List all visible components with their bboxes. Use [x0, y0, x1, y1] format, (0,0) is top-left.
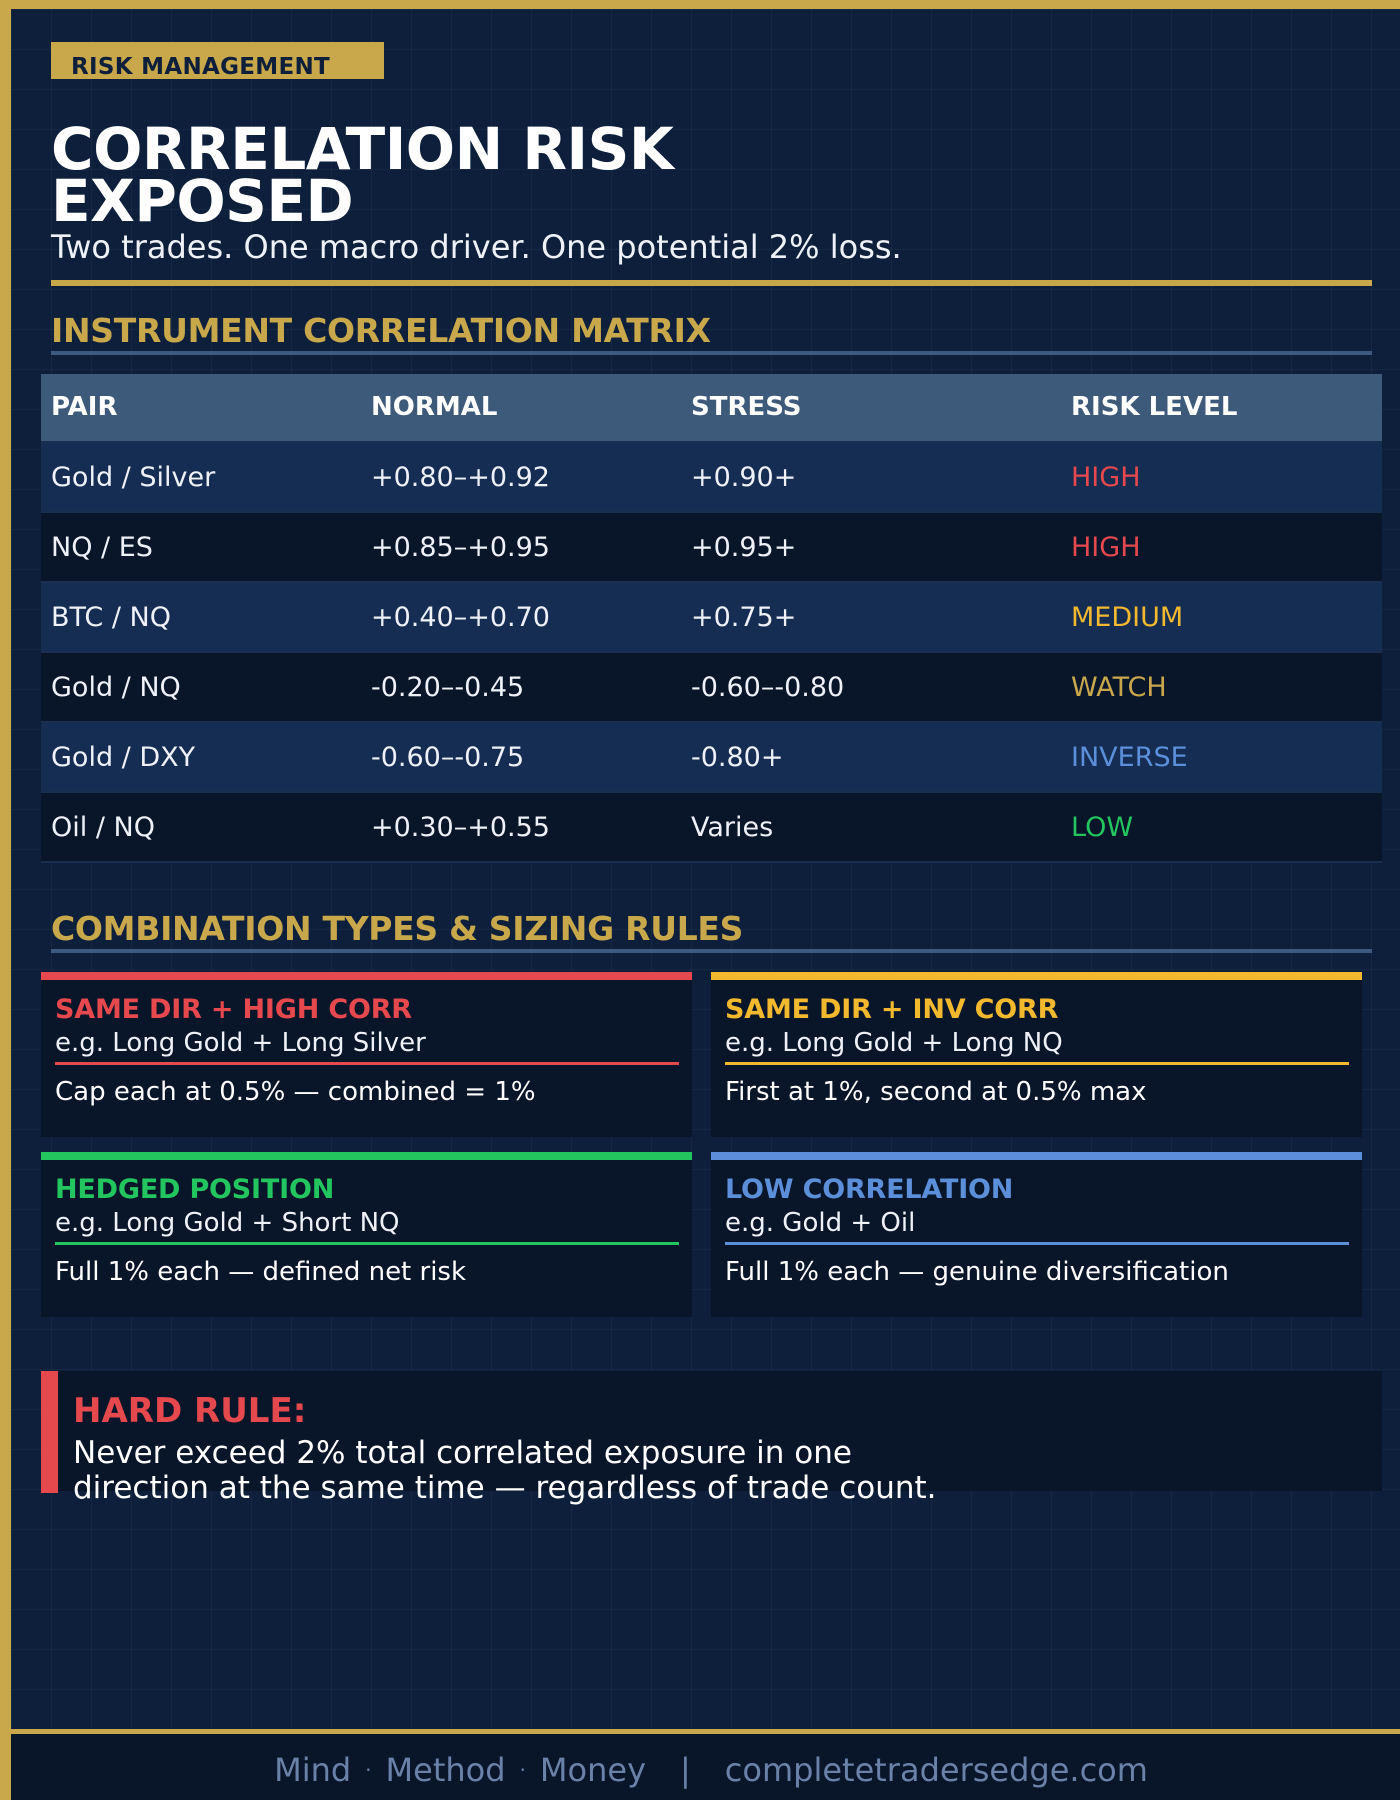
matrix-section-heading: INSTRUMENT CORRELATION MATRIX: [51, 311, 711, 350]
card-divider: [725, 1242, 1349, 1245]
card-example: e.g. Long Gold + Short NQ: [55, 1208, 400, 1238]
stress-cell: -0.80+: [681, 722, 1061, 792]
risk-level-cell: HIGH: [1061, 512, 1382, 582]
table-row: [41, 652, 1382, 722]
combo-card-low-correlation: [711, 1152, 1362, 1317]
card-divider: [55, 1062, 679, 1065]
card-example: e.g. Long Gold + Long NQ: [725, 1028, 1063, 1058]
stress-cell: Varies: [681, 792, 1061, 862]
card-heading: LOW CORRELATION: [725, 1174, 1014, 1205]
card-sizing-rule: Full 1% each — defined net risk: [55, 1257, 467, 1287]
pair-cell: Gold / Silver: [41, 442, 361, 512]
card-accent-bar: [711, 1152, 1362, 1160]
page-subtitle: Two trades. One macro driver. One potential 2% loss.: [51, 228, 902, 266]
card-example: e.g. Long Gold + Long Silver: [55, 1028, 426, 1058]
pair-cell: Gold / NQ: [41, 652, 361, 722]
hard-rule-callout: [41, 1371, 1382, 1506]
card-divider: [725, 1062, 1349, 1065]
footer-separator-dot: ·: [365, 1757, 372, 1782]
card-accent-bar: [41, 1152, 692, 1160]
correlation-matrix-table: [41, 374, 1382, 863]
hard-rule-line-1: Never exceed 2% total correlated exposure in one: [73, 1435, 852, 1471]
card-sizing-rule: First at 1%, second at 0.5% max: [725, 1077, 1147, 1107]
card-example: e.g. Gold + Oil: [725, 1208, 916, 1238]
pair-cell: BTC / NQ: [41, 582, 361, 652]
table-row: [41, 442, 1382, 512]
risk-level-cell: INVERSE: [1061, 722, 1382, 792]
title-divider: [51, 280, 1372, 286]
column-header-normal: NORMAL: [361, 374, 681, 442]
page-title: [51, 115, 851, 235]
table-row: [41, 792, 1382, 862]
stress-cell: -0.60–-0.80: [681, 652, 1061, 722]
hard-rule-heading: HARD RULE:: [73, 1391, 307, 1431]
title-line-2: EXPOSED: [51, 167, 354, 235]
stress-cell: +0.95+: [681, 512, 1061, 582]
table-row: [41, 582, 1382, 652]
combo-section-heading: COMBINATION TYPES & SIZING RULES: [51, 909, 744, 948]
footer-separator-dot: ·: [519, 1757, 526, 1782]
card-heading: SAME DIR + HIGH CORR: [55, 994, 412, 1025]
card-divider: [55, 1242, 679, 1245]
pair-cell: NQ / ES: [41, 512, 361, 582]
risk-level-cell: LOW: [1061, 792, 1382, 862]
risk-level-cell: HIGH: [1061, 442, 1382, 512]
footer-word-method: Method: [385, 1750, 506, 1789]
footer-website-link[interactable]: completetradersedge.com: [724, 1750, 1148, 1789]
normal-cell: +0.30–+0.55: [361, 792, 681, 862]
table-row: [41, 722, 1382, 792]
column-header-stress: STRESS: [681, 374, 1061, 442]
table-row: [41, 512, 1382, 582]
hard-rule-line-2: direction at the same time — regardless of trade count.: [73, 1470, 937, 1506]
title-line-1: CORRELATION RISK: [51, 115, 674, 183]
combo-section-divider: [51, 949, 1372, 953]
footer: [11, 1729, 1400, 1800]
table-header-row: [41, 374, 1382, 442]
card-accent-bar: [711, 972, 1362, 980]
hard-rule-text: [73, 1436, 1173, 1506]
footer-word-mind: Mind: [274, 1750, 352, 1789]
stress-cell: +0.75+: [681, 582, 1061, 652]
card-accent-bar: [41, 972, 692, 980]
card-heading: HEDGED POSITION: [55, 1174, 335, 1205]
risk-level-cell: WATCH: [1061, 652, 1382, 722]
normal-cell: -0.60–-0.75: [361, 722, 681, 792]
pair-cell: Oil / NQ: [41, 792, 361, 862]
normal-cell: +0.80–+0.92: [361, 442, 681, 512]
normal-cell: +0.85–+0.95: [361, 512, 681, 582]
risk-level-cell: MEDIUM: [1061, 582, 1382, 652]
column-header-pair: PAIR: [41, 374, 361, 442]
column-header-risk-level: RISK LEVEL: [1061, 374, 1382, 442]
card-sizing-rule: Full 1% each — genuine diversification: [725, 1257, 1229, 1287]
pair-cell: Gold / DXY: [41, 722, 361, 792]
stress-cell: +0.90+: [681, 442, 1061, 512]
footer-pipe-separator: |: [680, 1750, 691, 1789]
category-tag: RISK MANAGEMENT: [51, 42, 384, 79]
matrix-section-divider: [51, 351, 1372, 355]
normal-cell: +0.40–+0.70: [361, 582, 681, 652]
combo-card-same-dir-high-corr: [41, 972, 692, 1137]
footer-word-money: Money: [539, 1750, 646, 1789]
combo-card-same-dir-inv-corr: [711, 972, 1362, 1137]
hard-rule-accent-bar: [41, 1371, 58, 1493]
card-heading: SAME DIR + INV CORR: [725, 994, 1059, 1025]
card-sizing-rule: Cap each at 0.5% — combined = 1%: [55, 1077, 536, 1107]
normal-cell: -0.20–-0.45: [361, 652, 681, 722]
combo-card-hedged-position: [41, 1152, 692, 1317]
